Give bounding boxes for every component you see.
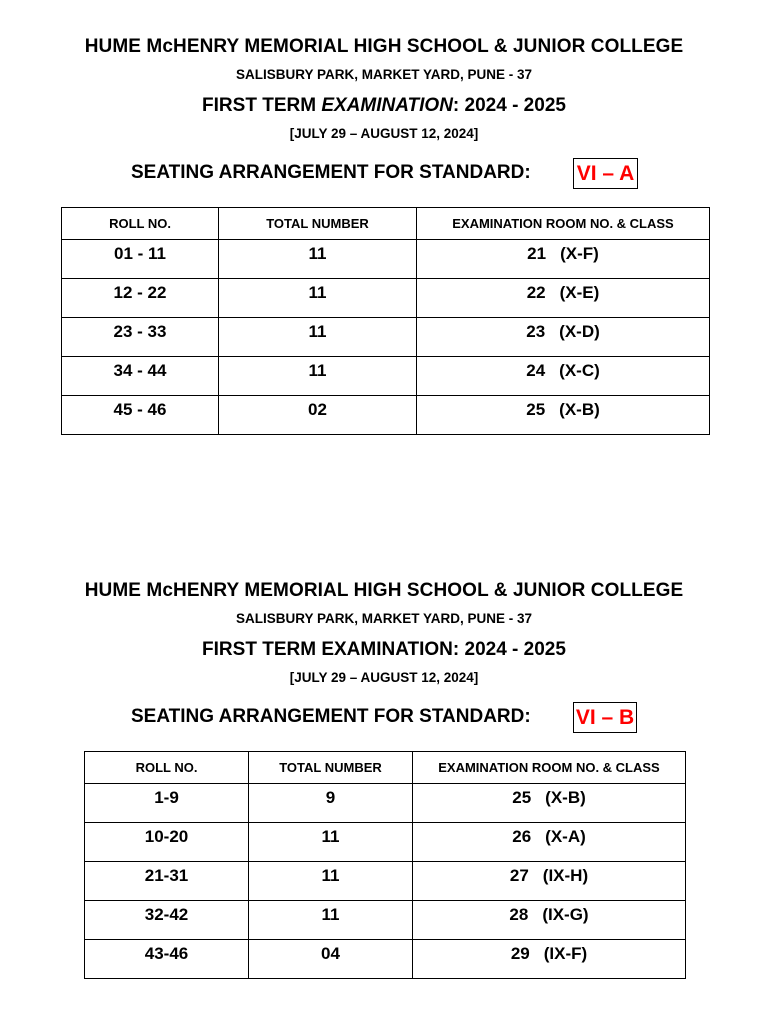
exam-word: EXAMINATION <box>321 95 453 116</box>
total-cell: 11 <box>249 901 413 940</box>
roll-cell: 01 - 11 <box>62 240 219 279</box>
total-cell: 11 <box>219 279 417 318</box>
room-cell <box>413 862 686 901</box>
room-class: (IX-F) <box>543 944 588 963</box>
school-name: HUME McHENRY MEMORIAL HIGH SCHOOL & JUNIOR COLLEGE <box>84 580 684 601</box>
room-cell <box>413 823 686 862</box>
table-row <box>62 279 710 318</box>
table-row <box>62 396 710 435</box>
room-number: 28 <box>509 905 529 924</box>
school-address: SALISBURY PARK, MARKET YARD, PUNE - 37 <box>235 611 533 626</box>
seating-table <box>61 207 710 435</box>
exam-dates: [JULY 29 – AUGUST 12, 2024] <box>289 670 479 685</box>
standard-badge: VI – A <box>573 158 638 189</box>
total-cell: 11 <box>249 862 413 901</box>
room-class: (X-F) <box>560 244 599 263</box>
room-number: 29 <box>510 944 530 963</box>
column-header-total: TOTAL NUMBER <box>249 752 413 784</box>
column-header-room: EXAMINATION ROOM NO. & CLASS <box>417 208 710 240</box>
room-number: 24 <box>526 361 546 380</box>
exam-prefix: FIRST TERM <box>202 95 322 116</box>
school-name: HUME McHENRY MEMORIAL HIGH SCHOOL & JUNIOR COLLEGE <box>84 36 684 57</box>
room-cell <box>413 901 686 940</box>
exam-title <box>0 95 768 117</box>
table-header-row <box>85 752 686 784</box>
table-row <box>85 940 686 979</box>
room-cell <box>417 318 710 357</box>
table-row <box>62 357 710 396</box>
seating-label: SEATING ARRANGEMENT FOR STANDARD: <box>131 706 531 727</box>
table-row <box>85 901 686 940</box>
table-header-row <box>62 208 710 240</box>
exam-title: FIRST TERM EXAMINATION: 2024 - 2025 <box>202 639 566 660</box>
room-class: (IX-H) <box>542 866 589 885</box>
table-row <box>85 823 686 862</box>
seating-label: SEATING ARRANGEMENT FOR STANDARD: <box>131 162 531 183</box>
roll-cell: 10-20 <box>85 823 249 862</box>
room-class: (X-A) <box>545 827 586 846</box>
roll-cell: 34 - 44 <box>62 357 219 396</box>
roll-cell: 21-31 <box>85 862 249 901</box>
column-header-roll: ROLL NO. <box>62 208 219 240</box>
room-cell <box>417 396 710 435</box>
roll-cell: 43-46 <box>85 940 249 979</box>
room-class: (X-B) <box>545 788 586 807</box>
room-cell <box>413 940 686 979</box>
table-row <box>62 240 710 279</box>
room-number: 23 <box>526 322 546 341</box>
room-cell <box>417 357 710 396</box>
total-cell: 11 <box>219 357 417 396</box>
room-cell <box>417 240 710 279</box>
roll-cell: 23 - 33 <box>62 318 219 357</box>
table-row <box>85 862 686 901</box>
total-cell: 02 <box>219 396 417 435</box>
room-class: (X-E) <box>559 283 600 302</box>
roll-cell: 32-42 <box>85 901 249 940</box>
total-cell: 9 <box>249 784 413 823</box>
room-number: 21 <box>527 244 547 263</box>
exam-suffix: : 2024 - 2025 <box>452 95 566 116</box>
total-cell: 04 <box>249 940 413 979</box>
room-number: 27 <box>509 866 529 885</box>
room-number: 25 <box>512 788 532 807</box>
total-cell: 11 <box>219 240 417 279</box>
column-header-roll: ROLL NO. <box>85 752 249 784</box>
room-class: (X-D) <box>559 322 600 341</box>
exam-dates: [JULY 29 – AUGUST 12, 2024] <box>289 126 479 141</box>
room-class: (IX-G) <box>542 905 589 924</box>
table-row <box>85 784 686 823</box>
total-cell: 11 <box>249 823 413 862</box>
total-cell: 11 <box>219 318 417 357</box>
room-number: 26 <box>512 827 532 846</box>
column-header-room: EXAMINATION ROOM NO. & CLASS <box>413 752 686 784</box>
seating-table <box>84 751 686 979</box>
room-cell <box>413 784 686 823</box>
room-cell <box>417 279 710 318</box>
room-class: (X-B) <box>559 400 600 419</box>
standard-badge: VI – B <box>573 702 637 733</box>
roll-cell: 12 - 22 <box>62 279 219 318</box>
room-number: 25 <box>526 400 546 419</box>
roll-cell: 1-9 <box>85 784 249 823</box>
room-number: 22 <box>526 283 546 302</box>
room-class: (X-C) <box>559 361 600 380</box>
school-address: SALISBURY PARK, MARKET YARD, PUNE - 37 <box>235 67 533 82</box>
column-header-total: TOTAL NUMBER <box>219 208 417 240</box>
roll-cell: 45 - 46 <box>62 396 219 435</box>
table-row <box>62 318 710 357</box>
